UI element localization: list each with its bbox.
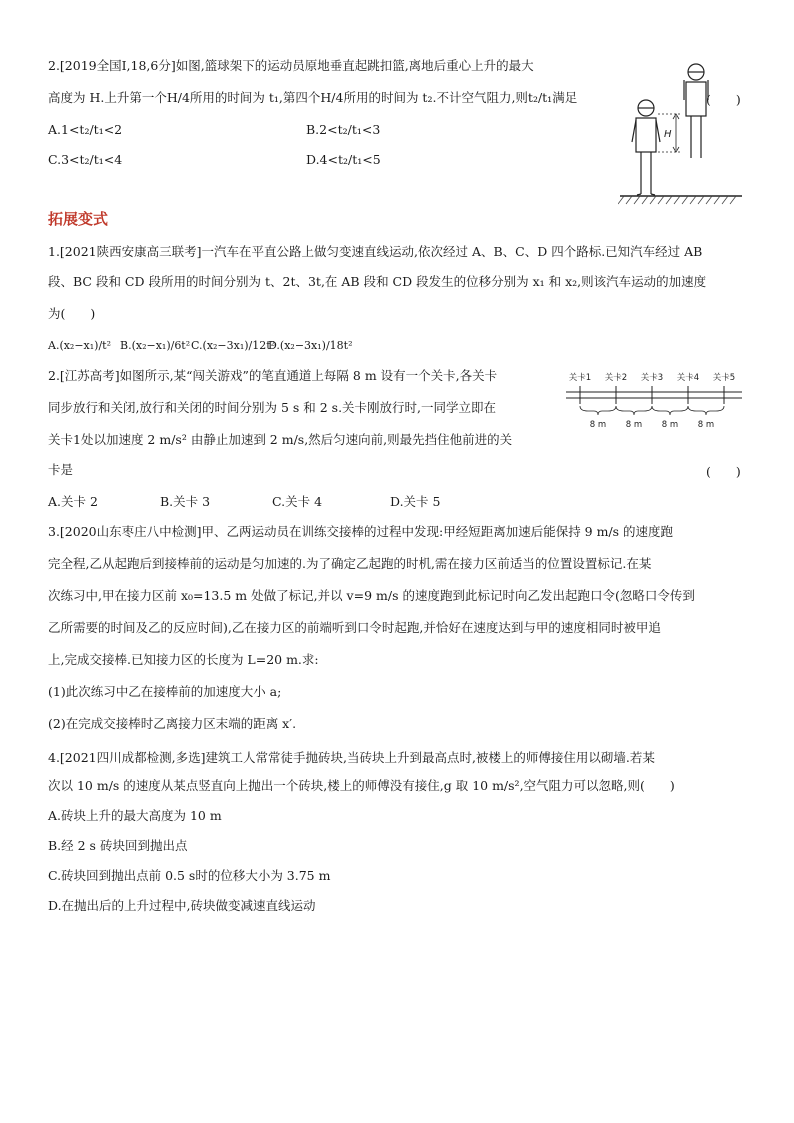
q2-text-line2: 同步放行和关闭,放行和关闭的时间分别为 5 s 和 2 s.关卡刚放行时,一同学立即在 xyxy=(48,400,497,415)
section-title: 拓展变式 xyxy=(48,210,109,228)
q1-text-line3: 为( ) xyxy=(48,306,96,321)
q3-text-line4: 乙所需要的时间及乙的反应时间),乙在接力区的前端听到口令时起跑,并恰好在速度达到与甲的速度相同时被甲追 xyxy=(48,620,661,635)
q4-option-a: A.砖块上升的最大高度为 10 m xyxy=(48,808,222,823)
q2019-option-c: C.3<t₂/t₁<4 xyxy=(48,152,123,167)
player-standing xyxy=(632,100,660,195)
spacing-label-1: 8 m xyxy=(589,420,607,430)
q4-text-line1: 4.[2021四川成都检测,多选]建筑工人常常徒手抛砖块,当砖块上升到最高点时,被楼上的师傅接住用以砌墙.若某 xyxy=(48,750,655,765)
q3-text-line3: 次练习中,甲在接力区前 x₀=13.5 m 处做了标记,并以 v=9 m/s 的速度跑到此标记时向乙发出起跑口令(忽略口令传到 xyxy=(48,588,695,603)
q2019-answer-bracket: ( ) xyxy=(706,92,741,107)
gate-label-3: 关卡3 xyxy=(640,373,664,383)
q2-text-line3: 关卡1处以加速度 2 m/s² 由静止加速到 2 m/s,然后匀速向前,则最先挡住他前进的关 xyxy=(48,432,513,447)
q3-text-line5: 上,完成交接棒.已知接力区的长度为 L=20 m.求: xyxy=(48,652,319,667)
q1-option-d: D.(x₂−3x₁)/18t² xyxy=(268,339,353,352)
gate-label-1: 关卡1 xyxy=(568,373,592,383)
q1-option-b: B.(x₂−x₁)/6t² xyxy=(120,339,191,352)
basketball-jump-figure xyxy=(618,58,744,208)
q2-option-c: C.关卡 4 xyxy=(272,494,323,509)
spacing-label-3: 8 m xyxy=(661,420,679,430)
q1-option-a: A.(x₂−x₁)/t² xyxy=(48,339,112,352)
q4-text-line2: 次以 10 m/s 的速度从某点竖直向上抛出一个砖块,楼上的师傅没有接住,g 取 10 m/s²,空气阻力可以忽略,则( ) xyxy=(48,778,675,793)
height-label: H xyxy=(664,129,672,140)
q2-option-d: D.关卡 5 xyxy=(390,494,441,509)
q2019-option-b: B.2<t₂/t₁<3 xyxy=(306,122,381,137)
q2-text-line1: 2.[江苏高考]如图所示,某“闯关游戏”的笔直通道上每隔 8 m 设有一个关卡,各关卡 xyxy=(48,368,498,383)
q2-option-b: B.关卡 3 xyxy=(160,494,211,509)
q1-text-line1: 1.[2021陕西安康高三联考]一汽车在平直公路上做匀变速直线运动,依次经过 A、B、C、D 四个路标.已知汽车经过 AB xyxy=(48,244,703,259)
q2-text-line4: 卡是 xyxy=(48,462,74,477)
q2019-option-a: A.1<t₂/t₁<2 xyxy=(48,122,123,137)
gate-diagram xyxy=(560,366,744,432)
q2-option-a: A.关卡 2 xyxy=(48,494,98,509)
ground-hatching xyxy=(618,196,736,204)
q4-option-c: C.砖块回到抛出点前 0.5 s时的位移大小为 3.75 m xyxy=(48,868,331,883)
q3-text-line2: 完全程,乙从起跑后到接棒前的运动是匀加速的.为了确定乙起跑的时机,需在接力区前适当的位置设置标记.在某 xyxy=(48,556,652,571)
q1-text-line2: 段、BC 段和 CD 段所用的时间分别为 t、2t、3t,在 AB 段和 CD 段发生的位移分别为 x₁ 和 x₂,则该汽车运动的加速度 xyxy=(48,274,707,289)
gate-label-4: 关卡4 xyxy=(676,373,700,383)
q3-subquestion-1: (1)此次练习中乙在接棒前的加速度大小 a; xyxy=(48,684,282,699)
q3-subquestion-2: (2)在完成交接棒时乙离接力区末端的距离 x′. xyxy=(48,716,297,731)
gate-label-2: 关卡2 xyxy=(604,373,628,383)
q2019-text-line1: 2.[2019全国Ⅰ,18,6分]如图,篮球架下的运动员原地垂直起跳扣篮,离地后重心上升的最大 xyxy=(48,58,534,73)
spacing-label-4: 8 m xyxy=(697,420,715,430)
q2019-option-d: D.4<t₂/t₁<5 xyxy=(306,152,381,167)
q3-text-line1: 3.[2020山东枣庄八中检测]甲、乙两运动员在训练交接棒的过程中发现:甲经短距离加速后能保持 9 m/s 的速度跑 xyxy=(48,524,674,539)
player-jumping xyxy=(684,64,708,158)
q4-option-d: D.在抛出后的上升过程中,砖块做变减速直线运动 xyxy=(48,898,316,913)
spacing-label-2: 8 m xyxy=(625,420,643,430)
q2-answer-bracket: ( ) xyxy=(706,464,741,479)
gate-markers xyxy=(580,386,724,404)
spacing-braces xyxy=(580,406,724,415)
q4-option-b: B.经 2 s 砖块回到抛出点 xyxy=(48,838,188,853)
q2019-text-line2: 高度为 H.上升第一个H/4所用的时间为 t₁,第四个H/4所用的时间为 t₂.不计空气阻力,则t₂/t₁满足 xyxy=(48,90,578,105)
q1-option-c: C.(x₂−3x₁)/12t² xyxy=(191,339,276,352)
gate-label-5: 关卡5 xyxy=(712,373,736,383)
